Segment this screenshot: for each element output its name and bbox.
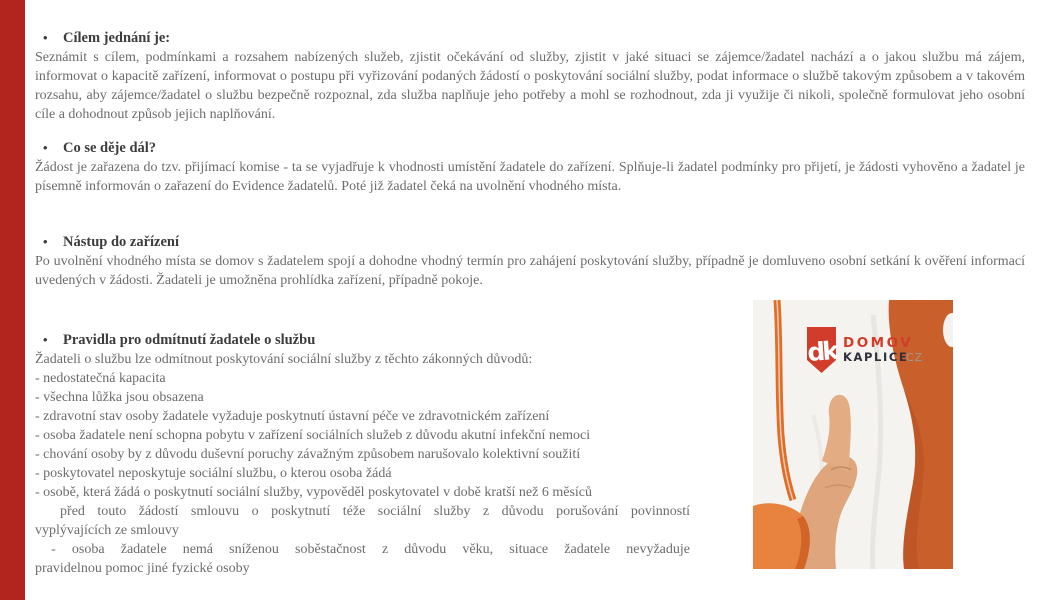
- rule-item: - nedostatečná kapacita: [35, 371, 166, 386]
- section-heading: Co se děje dál?: [63, 140, 157, 156]
- section-heading-row: [35, 330, 690, 350]
- rule-item: - všechna lůžka jsou obsazena: [35, 390, 204, 405]
- logo-subtitle-suffix: CZ: [906, 351, 924, 364]
- section-nastup: [35, 232, 1025, 290]
- section-body: Žádost je zařazena do tzv. přijímací komise - ta se vyjadřuje k vhodnosti umístění žadatele do zařízení. Splňuje-li žadatel podmínky pro přijetí, je žádosti vyhověno a žadatel je písemně informován o zařazení do Evidence žadatelů. Poté již žadatel čeká na uvolnění vhodného místa.: [35, 160, 1025, 194]
- rule-item: - poskytovatel neposkytuje sociální službu, o kterou osoba žádá: [35, 466, 392, 481]
- rules-list: [35, 369, 690, 578]
- logo-title: DOMOV: [843, 335, 914, 351]
- section-heading: Cílem jednání je:: [63, 30, 171, 46]
- rule-item: - osoba žadatele není schopna pobytu v zařízení sociálních služeb z důvodu akutní infekční nemoci: [35, 428, 591, 443]
- bullet-icon: •: [43, 140, 48, 155]
- section-body: Po uvolnění vhodného místa se domov s žadatelem spojí a dohodne vhodný termín pro zahájení poskytování služby, případně je domluveno osobní setkání k ověření informací uvedených v žádosti. Žadateli je umožněna prohlídka zařízení, případně pokoje.: [35, 254, 1025, 288]
- left-accent-bar: [0, 0, 25, 600]
- rule-item: - zdravotní stav osoby žadatele vyžaduje poskytnutí ústavní péče ve zdravotnickém zařízení: [35, 409, 550, 424]
- jacket-photo-illustration: [753, 300, 953, 569]
- section-cil-jednani: [35, 28, 1025, 124]
- section-co-se-deje: [35, 138, 1025, 196]
- rule-item-continuation: vyplývajících ze smlouvy: [35, 523, 179, 538]
- section-pravidla: [35, 330, 690, 578]
- rule-item: - osoba žadatele nemá sníženou soběstačnost z důvodu věku, situace žadatele nevyžaduje: [35, 542, 690, 557]
- section-heading: Nástup do zařízení: [63, 234, 179, 250]
- jacket-photo: [753, 300, 953, 569]
- bullet-icon: •: [43, 234, 48, 249]
- section-heading-row: [35, 28, 1025, 48]
- section-body: Seznámit s cílem, podmínkami a rozsahem nabízených služeb, zjistit očekávání od služby, zjistit v jaké situaci se zájemce/žadatel nachází a o jakou službu má zájem, informovat o kapacitě zařízení, informovat o postupu při vyřizování podaných žádostí o poskytování sociální služby, podat informace o službě takovým způsobem a v takovém rozsahu, aby zájemce/žadatel o službu bezpečně rozpoznal, zda služba naplňuje jeho potřeby a mohl se rozhodnout, zda ji využije či nikoli, společně formulovat jeho osobní cíle a dohodnout způsob jejich naplňování.: [35, 50, 1025, 122]
- rule-item: - osobě, která žádá o poskytnutí sociální služby, vypověděl poskytovatel v době kratší než 6 měsíců: [35, 485, 593, 500]
- bullet-icon: •: [43, 30, 48, 45]
- rule-item-continuation: před touto žádostí smlouvu o poskytnutí téže sociální služby z důvodu porušování povinností: [35, 504, 691, 519]
- section-heading-row: [35, 138, 1025, 158]
- rules-intro: Žadateli o službu lze odmítnout poskytování sociální služby z těchto zákonných důvodů:: [35, 352, 533, 367]
- logo-badge-text: dk: [806, 336, 837, 367]
- bullet-icon: •: [43, 332, 48, 347]
- logo-subtitle: KAPLICE: [843, 350, 909, 364]
- rule-item: - chování osoby by z důvodu duševní poruchy závažným způsobem narušovalo kolektivní soužití: [35, 447, 581, 462]
- section-heading-row: [35, 232, 1025, 252]
- section-heading: Pravidla pro odmítnutí žadatele o službu: [63, 332, 316, 348]
- rule-item-continuation: pravidelnou pomoc jiné fyzické osoby: [35, 561, 250, 576]
